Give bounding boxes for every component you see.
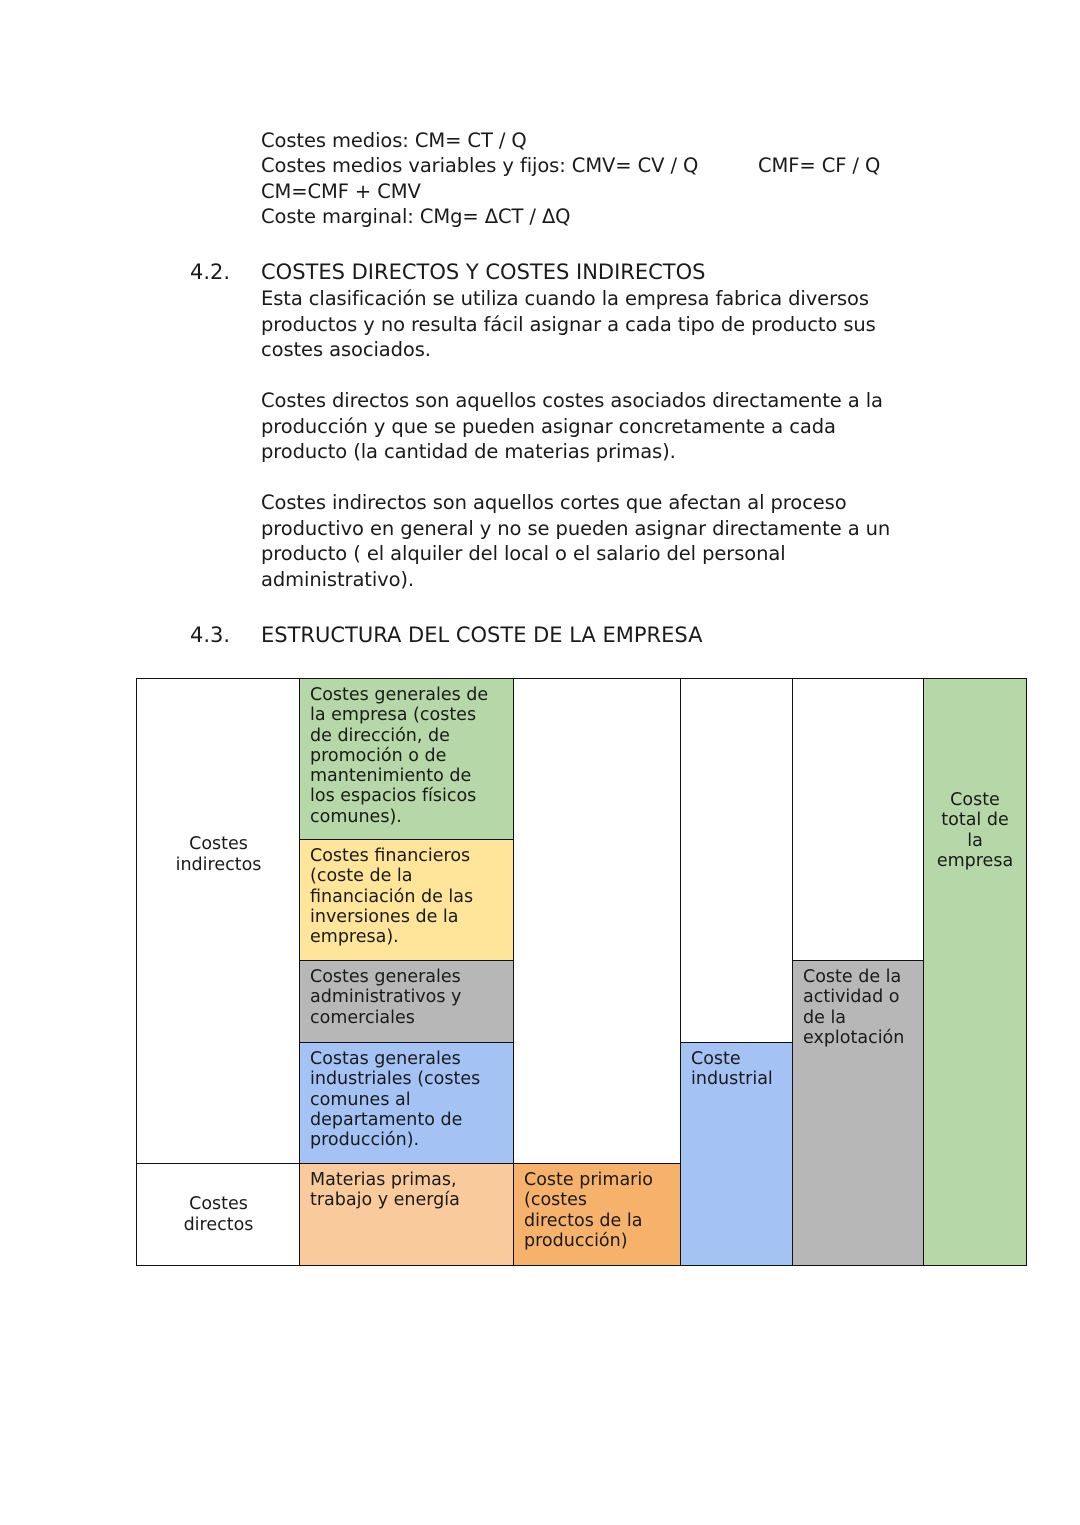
label-line: directos <box>183 1214 254 1235</box>
indirect-costs-paragraph <box>261 490 981 592</box>
row-label-indirect <box>136 678 301 1165</box>
cell-general-company-costs <box>299 678 515 841</box>
cell-line: actividad o <box>803 987 900 1008</box>
cell-line: promoción o de <box>310 745 447 766</box>
formula-marginal-cost: Coste marginal: CMg= ΔCT / ΔQ <box>261 205 571 228</box>
cell-operating-cost <box>792 960 925 1266</box>
formula-average-sum: CM=CMF + CMV <box>261 180 421 203</box>
cell-line: trabajo y energía <box>310 1190 460 1211</box>
cell-industrial-cost <box>680 1042 794 1266</box>
cell-line: comunes). <box>310 806 402 827</box>
formula-average-fixed-cost: CMF= CF / Q <box>758 154 881 177</box>
section-number: 4.3. <box>190 623 231 647</box>
cell-line: Coste <box>950 790 1000 810</box>
formula-average-cost: Costes medios: CM= CT / Q <box>261 129 527 152</box>
cell-total-cost <box>923 678 1027 1266</box>
cell-line: producción) <box>524 1230 628 1251</box>
cell-line: administrativos y <box>310 987 462 1008</box>
cell-primary-cost <box>513 1163 682 1266</box>
cell-line: Coste <box>691 1049 741 1069</box>
direct-costs-paragraph <box>261 388 981 465</box>
label-line: indirectos <box>175 854 262 875</box>
cell-line: industrial <box>691 1069 773 1090</box>
text-line: Costes directos son aquellos costes asociados directamente a la <box>261 389 883 412</box>
cell-line: explotación <box>803 1027 905 1048</box>
cell-line: comunes al <box>310 1089 411 1110</box>
cell-financial-costs <box>299 839 515 962</box>
section-title: ESTRUCTURA DEL COSTE DE LA EMPRESA <box>261 623 703 647</box>
cell-line: Costes generales <box>310 967 461 987</box>
cell-line: Materias primas, <box>310 1170 457 1190</box>
cell-line: total de <box>941 810 1009 831</box>
text-line: productos y no resulta fácil asignar a cada tipo de producto sus <box>261 312 876 336</box>
cell-line: comerciales <box>310 1007 415 1028</box>
row-label-direct <box>136 1163 301 1266</box>
cell-raw-materials <box>299 1163 515 1266</box>
cell-empty <box>680 678 794 1044</box>
cell-empty <box>513 678 682 1165</box>
cell-line: (costes <box>524 1190 588 1211</box>
text-line: producción y que se pueden asignar concretamente a cada <box>261 414 836 438</box>
cell-line: financiación de las <box>310 886 474 907</box>
label-line: Costes <box>189 834 248 855</box>
section-number: 4.2. <box>190 260 231 284</box>
cell-line: los espacios físicos <box>310 786 477 807</box>
cell-line: Costes financieros <box>310 846 471 866</box>
cell-line: empresa). <box>310 927 399 948</box>
cell-admin-commercial-costs <box>299 960 515 1044</box>
cell-line: Costas generales <box>310 1049 461 1069</box>
text-line: Esta clasificación se utiliza cuando la empresa fabrica diversos <box>261 287 869 310</box>
intro-paragraph <box>261 286 981 363</box>
cell-line: departamento de <box>310 1109 463 1130</box>
cell-line: producción). <box>310 1130 420 1151</box>
text-line: productivo en general y no se pueden asignar directamente a un <box>261 516 891 540</box>
text-line: producto (la cantidad de materias primas). <box>261 440 676 463</box>
text-line: Costes indirectos son aquellos cortes que afectan al proceso <box>261 491 847 514</box>
cell-line: de la <box>803 1007 847 1028</box>
cell-line: la empresa (costes <box>310 705 477 726</box>
cell-empty <box>792 678 925 962</box>
cell-industrial-general-costs <box>299 1042 515 1165</box>
text-line: administrativo). <box>261 567 415 591</box>
label-line: Costes <box>189 1194 248 1215</box>
formula-average-variable-cost: Costes medios variables y fijos: CMV= CV / Q <box>261 154 699 177</box>
section-title: COSTES DIRECTOS Y COSTES INDIRECTOS <box>261 260 706 284</box>
text-line: costes asociados. <box>261 338 431 361</box>
cell-line: inversiones de la <box>310 906 459 927</box>
cell-line: de dirección, de <box>310 725 450 746</box>
cell-line: empresa <box>936 850 1014 871</box>
cell-line: industriales (costes <box>310 1069 481 1090</box>
cell-line: directos de la <box>524 1210 643 1231</box>
cell-line: la <box>967 830 983 851</box>
cell-line: Coste primario <box>524 1170 653 1190</box>
text-line: producto ( el alquiler del local o el salario del personal <box>261 542 786 565</box>
cell-line: mantenimiento de <box>310 766 472 787</box>
cell-line: (coste de la <box>310 866 413 887</box>
cell-line: Coste de la <box>803 967 902 987</box>
cell-line: Costes generales de <box>310 685 489 705</box>
